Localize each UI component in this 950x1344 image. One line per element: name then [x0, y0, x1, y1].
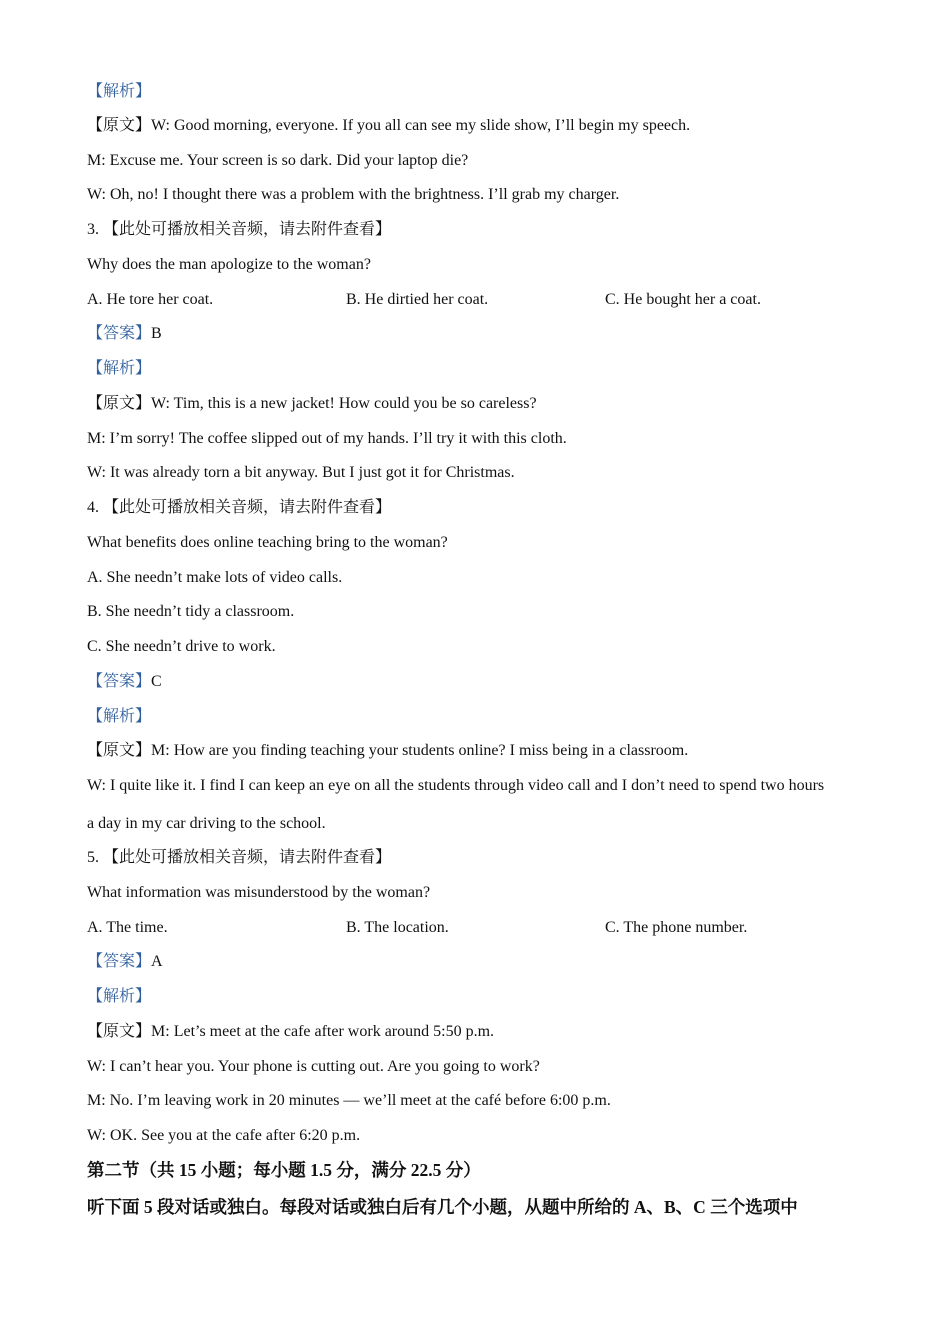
transcript-line: 【原文】W: Tim, this is a new jacket! How could you be so careless?	[87, 395, 537, 412]
transcript-line: 【原文】W: Good morning, everyone. If you all can see my slide show, I’ll begin my speech.	[87, 117, 691, 134]
transcript-line: W: I can’t hear you. Your phone is cutting out. Are you going to work?	[87, 1058, 540, 1075]
analysis-label: 【解析】	[87, 988, 152, 1005]
question-text: What benefits does online teaching bring to the woman?	[87, 534, 448, 551]
section-instruction: 听下面 5 段对话或独白。每段对话或独白后有几个小题，从题中所给的 A、B、C 三个选项中	[87, 1197, 798, 1217]
option-c: C. He bought her a coat.	[605, 291, 761, 308]
question-header: 5. 【此处可播放相关音频，请去附件查看】	[87, 849, 392, 866]
transcript-line: M: Excuse me. Your screen is so dark. Did your laptop die?	[87, 152, 469, 169]
option-a: A. She needn’t make lots of video calls.	[87, 569, 343, 586]
option-b: B. He dirtied her coat.	[346, 291, 489, 308]
analysis-label: 【解析】	[87, 708, 152, 725]
transcript-line: 【原文】M: How are you finding teaching your students online? I miss being in a classroom.	[87, 742, 689, 759]
analysis-label: 【解析】	[87, 360, 152, 377]
option-c: C. The phone number.	[605, 919, 748, 936]
section-title: 第二节（共 15 小题；每小题 1.5 分，满分 22.5 分）	[87, 1160, 481, 1180]
transcript-line: a day in my car driving to the school.	[87, 815, 326, 832]
transcript-line: W: Oh, no! I thought there was a problem with the brightness. I’ll grab my charger.	[87, 186, 620, 203]
question-text: Why does the man apologize to the woman?	[87, 256, 371, 273]
transcript-line: W: OK. See you at the cafe after 6:20 p.m.	[87, 1127, 361, 1144]
option-b: B. She needn’t tidy a classroom.	[87, 603, 295, 620]
option-c: C. She needn’t drive to work.	[87, 638, 276, 655]
question-header: 4. 【此处可播放相关音频，请去附件查看】	[87, 499, 392, 516]
transcript-line: M: I’m sorry! The coffee slipped out of my hands. I’ll try it with this cloth.	[87, 430, 567, 447]
answer-line: 【答案】A	[87, 953, 163, 970]
transcript-line: W: I quite like it. I find I can keep an eye on all the students through video call and I don’t need to spend two hours	[87, 777, 825, 794]
answer-line: 【答案】B	[87, 325, 162, 342]
transcript-line: W: It was already torn a bit anyway. But I just got it for Christmas.	[87, 464, 515, 481]
option-a: A. He tore her coat.	[87, 291, 214, 308]
question-header: 3. 【此处可播放相关音频，请去附件查看】	[87, 221, 392, 238]
analysis-label: 【解析】	[87, 83, 152, 100]
answer-line: 【答案】C	[87, 673, 162, 690]
question-text: What information was misunderstood by the woman?	[87, 884, 431, 901]
option-a: A. The time.	[87, 919, 168, 936]
option-b: B. The location.	[346, 919, 449, 936]
transcript-line: 【原文】M: Let’s meet at the cafe after work around 5:50 p.m.	[87, 1023, 495, 1040]
transcript-line: M: No. I’m leaving work in 20 minutes — we’ll meet at the café before 6:00 p.m.	[87, 1092, 611, 1109]
